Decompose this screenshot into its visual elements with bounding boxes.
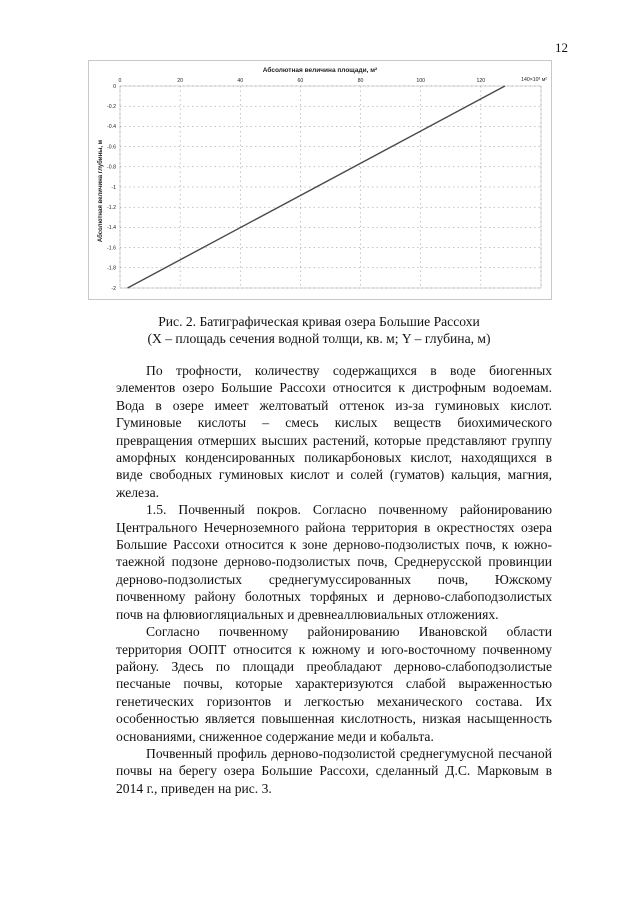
x-tick-label: 100 <box>416 78 426 84</box>
chart-ticks <box>107 78 485 292</box>
x-tick-label: 20 <box>177 78 184 84</box>
y-tick-label: -1.8 <box>107 265 116 272</box>
y-tick-label: -1.4 <box>107 225 116 232</box>
y-tick-label: -0.6 <box>107 144 116 151</box>
paragraph-trophicity: По трофности, количеству содержащихся в воде биогенных элементов озеро Большие Рассохи относится к дистрофным водоемам. Вода в озере имеет желтоватый оттенок из-за гуминовых кислот. Гуминовые кислоты – смесь кислых веществ биохимического превращения отмерших высших растений, которые представляют группу аморфных конденсированных поликарбоновых кислот, находящихся в виде свободных гуминовых кислот и солей (гуматов) кальция, магния, железа. <box>116 363 552 500</box>
paragraph-soil-cover: 1.5. Почвенный покров. Согласно почвенному районированию Центрального Нечерноземного района территория в окрестностях озера Большие Рассохи относится к зоне дерново-подзолистых почв, к южно-таежной подзоне дерново-подзолистых почв, Среднерусской провинции дерново-подзолистых среднегумуссированных почв, Южскому почвенному району болотных торфяных и дерново-слабоподзолистых почв на флювиогляциальных и древнеаллювиальных отложениях. <box>116 502 552 622</box>
figure-caption-title: Рис. 2. Батиграфическая кривая озера Большие Рассохи <box>158 314 480 329</box>
paragraph-soil-zoning: Согласно почвенному районированию Ивановской области территория ООПТ относится к южному и юго-восточному почвенному району. Здесь по площади преобладают дерново-слабоподзолистые песчаные почвы, которые характеризуются слабой выраженностью генетических горизонтов и легкостью механического состава. Их особенностью является повышенная кислотность, низкая насыщенность основаниями, сниженное содержание меди и кобальта. <box>116 624 552 744</box>
y-tick-label: -0.8 <box>107 164 116 171</box>
y-tick-label: -1 <box>111 184 116 191</box>
y-tick-label: -1.2 <box>107 205 116 211</box>
y-tick-label: -0.2 <box>107 104 116 110</box>
x-tick-label: 120 <box>476 78 486 84</box>
bathygraphic-chart <box>88 60 552 300</box>
page-number: 12 <box>555 40 568 55</box>
x-axis-unit-label: 140×10³ м² <box>521 77 547 83</box>
y-tick-label: -0.4 <box>107 124 116 131</box>
x-tick-label: 80 <box>357 78 364 84</box>
y-tick-label: -2 <box>111 285 116 292</box>
y-tick-label: 0 <box>113 83 116 90</box>
x-tick-label: 60 <box>297 78 304 84</box>
y-axis-label: Абсолютная величина глубины, м <box>98 139 104 243</box>
chart-title: Абсолютная величина площади, м² <box>262 67 378 74</box>
figure-caption-legend: (X – площадь сечения водной толщи, кв. м; Y – глубина, м) <box>147 331 491 346</box>
body-text <box>116 362 552 797</box>
y-tick-label: -1.6 <box>107 245 116 252</box>
paragraph-soil-profile: Почвенный профиль дерново-подзолистой среднегумусной песчаной почвы на берегу озера Большие Рассохи, сделанный Д.С. Марковым в 2014 г., приведен на рис. 3. <box>116 745 552 796</box>
x-tick-label: 40 <box>237 78 244 84</box>
chart-svg <box>89 61 551 299</box>
x-tick-label: 0 <box>118 78 122 84</box>
